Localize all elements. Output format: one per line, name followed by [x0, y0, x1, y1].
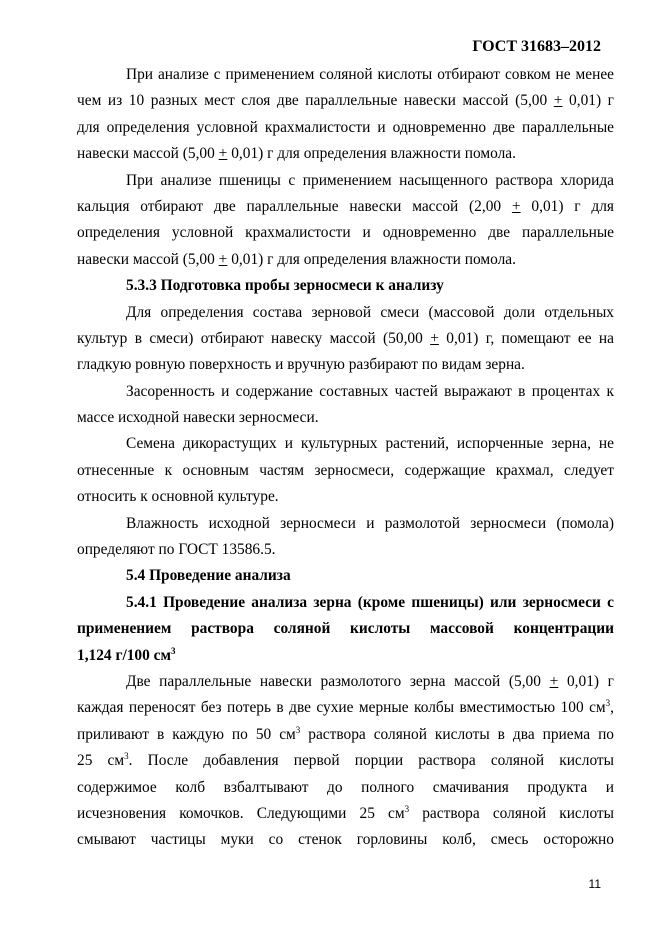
- plus-minus-sign: +: [549, 672, 559, 690]
- p7-line-4: [77, 748, 614, 774]
- p6-line-2: определяют по ГОСТ 13586.5.: [77, 541, 276, 559]
- text: 0,01) г, помещают ее на: [438, 329, 614, 347]
- section-heading-5-4-1-line-1: 5.4.1 Проведение анализа зерна (кроме пшеницы) или зерносмеси с: [126, 593, 614, 611]
- p2-line-3: определения условной крахмалистости и одновременно две параллельные: [77, 224, 614, 242]
- p2-line-4: [77, 247, 614, 273]
- plus-minus-sign: +: [430, 329, 439, 347]
- p3-line-1: Для определения состава зерновой смеси (массовой доли отдельных: [126, 303, 614, 321]
- p7-line-3: [77, 722, 614, 748]
- plus-minus-sign: +: [553, 92, 563, 110]
- text: 1,124 г/100 см: [77, 646, 171, 664]
- superscript: 3: [124, 751, 129, 762]
- p5-line-3: относить к основной культуре.: [77, 488, 279, 506]
- section-heading-5-3-3: 5.3.3 Подготовка пробы зерносмеси к анализу: [126, 277, 444, 295]
- text: 0,01) г: [558, 672, 614, 690]
- p4-line-1: Засоренность и содержание составных частей выражают в процентах к: [126, 382, 614, 400]
- text: 25 см: [77, 752, 125, 770]
- p1-line-4: [77, 141, 614, 167]
- superscript: 3: [605, 698, 611, 709]
- text: 0,01) г для: [520, 197, 614, 215]
- p1-line-3: для определения условной крахмалистости и одновременно две параллельные: [77, 118, 614, 136]
- p7-line-5: содержимое колб взбалтывают до полного смачивания продукта и: [77, 778, 614, 796]
- text: кальция отбирают две параллельные навески массой (2,00: [77, 197, 512, 215]
- p7-line-6: [77, 801, 614, 827]
- p5-line-2: отнесенные к основным частям зерносмеси, содержащие крахмал, следует: [77, 461, 614, 479]
- text: раствора соляной кислоты: [409, 804, 614, 822]
- p3-line-3: гладкую ровную поверхность и вручную разбирают по видам зерна.: [77, 356, 525, 374]
- plus-minus-sign: +: [511, 197, 521, 215]
- text: каждая переносят без потерь в две сухие мерные колбы вместимостью 100 см: [77, 699, 606, 717]
- superscript: 3: [404, 803, 410, 814]
- p7-line-7: смывают частицы муки со стенок горловины колб, смесь осторожно: [77, 831, 614, 849]
- text: ,: [610, 699, 614, 717]
- p4-line-2: массе исходной навески зерносмеси.: [77, 409, 319, 427]
- text: навески массой (5,00: [77, 250, 219, 268]
- section-heading-5-4-1-line-3: [77, 643, 614, 669]
- text: . После добавления первой порции раствора соляной кислоты: [128, 752, 614, 770]
- p6-line-1: Влажность исходной зерносмеси и размолотой зерносмеси (помола): [126, 514, 614, 532]
- text: 0,01) г для определения влажности помола.: [227, 250, 516, 268]
- p1-line-2: [77, 88, 614, 114]
- p3-line-2: [77, 326, 614, 352]
- text: навески массой (5,00: [77, 145, 219, 163]
- section-heading-5-4-1-line-2: применением раствора соляной кислоты массовой концентрации: [77, 620, 614, 638]
- standard-header: ГОСТ 31683–2012: [472, 38, 601, 55]
- p2-line-1: При анализе пшеницы с применением насыщенного раствора хлорида: [126, 171, 614, 189]
- superscript: 3: [171, 645, 176, 656]
- plus-minus-sign: +: [218, 250, 228, 268]
- text: чем из 10 разных мест слоя две параллельные навески массой (5,00: [77, 92, 554, 110]
- text: 0,01) г для определения влажности помола.: [227, 145, 516, 163]
- text: раствора соляной кислоты в два приема по: [300, 725, 614, 743]
- p7-line-2: [77, 695, 614, 721]
- text: культур в смеси) отбирают навеску массой (50,00: [77, 329, 431, 347]
- text: 0,01) г: [562, 92, 614, 110]
- section-heading-5-4: 5.4 Проведение анализа: [126, 567, 291, 585]
- p1-line-1: При анализе с применением соляной кислоты отбирают совком не менее: [126, 66, 614, 83]
- plus-minus-sign: +: [218, 145, 228, 163]
- superscript: 3: [295, 724, 301, 735]
- p7-line-1: [77, 669, 614, 695]
- document-body: [77, 62, 614, 854]
- p2-line-2: [77, 194, 614, 220]
- text: исчезновения комочков. Следующими 25 см: [77, 804, 405, 822]
- page-number: 11: [588, 877, 601, 891]
- text: Две параллельные навески размолотого зерна массой (5,00: [126, 672, 550, 690]
- p5-line-1: Семена дикорастущих и культурных растений, испорченные зерна, не: [126, 435, 614, 453]
- text: приливают в каждую по 50 см: [77, 725, 296, 743]
